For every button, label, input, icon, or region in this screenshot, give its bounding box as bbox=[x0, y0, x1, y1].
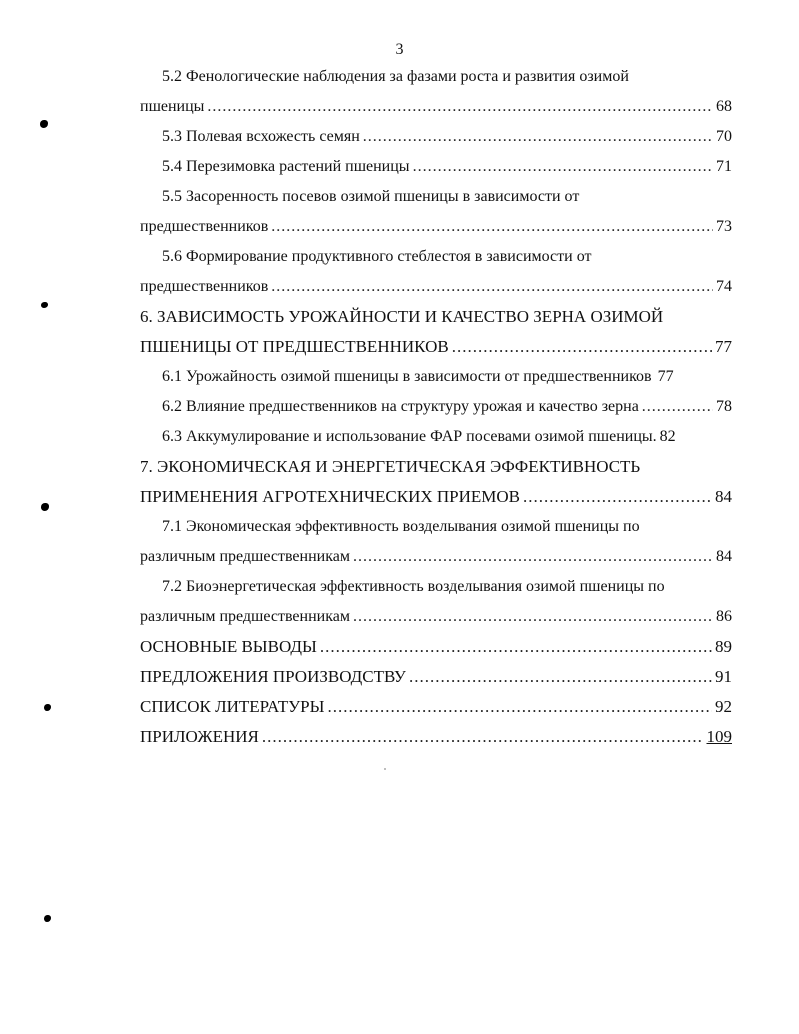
toc-entry bbox=[140, 362, 732, 392]
dot-leader bbox=[271, 212, 713, 242]
toc-entry-title: ПРЕДЛОЖЕНИЯ ПРОИЗВОДСТВУ bbox=[140, 667, 406, 686]
toc-entry-title: ПШЕНИЦЫ ОТ ПРЕДШЕСТВЕННИКОВ bbox=[140, 337, 449, 356]
dot-leader bbox=[523, 482, 712, 512]
toc-entry bbox=[140, 122, 732, 152]
toc-entry-title: предшественников bbox=[140, 218, 269, 235]
toc-section-entry bbox=[140, 662, 732, 692]
scan-speck bbox=[40, 120, 48, 128]
toc-section-entry bbox=[140, 722, 732, 752]
toc-entry bbox=[140, 542, 732, 572]
dot-leader bbox=[353, 542, 713, 572]
toc-entry-title: ПРИМЕНЕНИЯ АГРОТЕХНИЧЕСКИХ ПРИЕМОВ bbox=[140, 487, 520, 506]
dot-leader bbox=[320, 632, 712, 662]
dot-leader bbox=[327, 692, 712, 722]
toc-page-number: 82 bbox=[659, 428, 676, 445]
toc-entry-title: ПРИЛОЖЕНИЯ bbox=[140, 727, 259, 746]
toc-chapter-entry bbox=[140, 482, 732, 512]
scan-speck bbox=[44, 915, 51, 922]
toc-entry bbox=[140, 422, 732, 452]
page-number: 3 bbox=[395, 41, 404, 58]
toc-entry bbox=[140, 392, 732, 422]
toc-entry-title: 5.4 Перезимовка растений пшеницы bbox=[162, 158, 410, 175]
toc-page-number: 77 bbox=[657, 368, 674, 385]
toc-entry bbox=[140, 272, 732, 302]
toc-page-number: 73 bbox=[716, 218, 732, 235]
dot-leader bbox=[262, 722, 704, 752]
toc-page-number: 89 bbox=[715, 637, 732, 656]
toc-entry-title: 6.3 Аккумулирование и использование ФАР посевами озимой пшеницы. bbox=[162, 428, 657, 445]
toc-chapter-title-line: 7. ЭКОНОМИЧЕСКАЯ И ЭНЕРГЕТИЧЕСКАЯ ЭФФЕКТИВНОСТЬ bbox=[140, 457, 641, 476]
toc-entry bbox=[140, 602, 732, 632]
toc-entry-title: СПИСОК ЛИТЕРАТУРЫ bbox=[140, 697, 325, 716]
toc-entry-title-line: 7.1 Экономическая эффективность возделывания озимой пшеницы по bbox=[162, 518, 640, 535]
toc-section-entry bbox=[140, 632, 732, 662]
toc-entry bbox=[140, 152, 732, 182]
dot-leader bbox=[409, 662, 712, 692]
toc-chapter-title-line: 6. ЗАВИСИМОСТЬ УРОЖАЙНОСТИ И КАЧЕСТВО ЗЕРНА ОЗИМОЙ bbox=[140, 307, 664, 326]
toc-page-number: 71 bbox=[716, 158, 732, 175]
dot-leader bbox=[413, 152, 713, 182]
toc-entry-title: ОСНОВНЫЕ ВЫВОДЫ bbox=[140, 637, 317, 656]
toc-page-number: 68 bbox=[716, 98, 732, 115]
scan-speck bbox=[41, 302, 48, 308]
toc-entry-title-line: 5.6 Формирование продуктивного стеблестоя в зависимости от bbox=[162, 248, 592, 265]
scan-speck bbox=[384, 768, 386, 770]
toc-entry-title-line: 5.5 Засоренность посевов озимой пшеницы в зависимости от bbox=[162, 188, 580, 205]
dot-leader bbox=[353, 602, 713, 632]
toc-page-number: 84 bbox=[715, 487, 732, 506]
dot-leader bbox=[363, 122, 713, 152]
toc-page-number: 109 bbox=[706, 727, 732, 746]
scan-speck bbox=[44, 704, 51, 711]
toc-entry-title: различным предшественникам bbox=[140, 608, 350, 625]
toc-page-number: 86 bbox=[716, 608, 732, 625]
toc-entry-title: 6.2 Влияние предшественников на структуру урожая и качество зерна bbox=[162, 398, 639, 415]
scan-speck bbox=[41, 503, 49, 511]
dot-leader bbox=[207, 92, 713, 122]
table-of-contents bbox=[140, 62, 732, 752]
toc-entry-title-line: 7.2 Биоэнергетическая эффективность возделывания озимой пшеницы по bbox=[162, 578, 665, 595]
toc-entry-title: пшеницы bbox=[140, 98, 205, 115]
dot-leader bbox=[642, 392, 713, 422]
toc-entry-title: 6.1 Урожайность озимой пшеницы в зависимости от предшественников bbox=[162, 368, 652, 385]
toc-page-number: 74 bbox=[716, 278, 732, 295]
toc-entry bbox=[140, 212, 732, 242]
toc-entry-title: предшественников bbox=[140, 278, 269, 295]
toc-entry-title-line: 5.2 Фенологические наблюдения за фазами роста и развития озимой bbox=[162, 68, 629, 85]
toc-page-number: 78 bbox=[716, 398, 732, 415]
toc-page-number: 70 bbox=[716, 128, 732, 145]
toc-page-number: 92 bbox=[715, 697, 732, 716]
toc-entry bbox=[140, 92, 732, 122]
toc-page-number: 77 bbox=[715, 337, 732, 356]
toc-entry-title: 5.3 Полевая всхожесть семян bbox=[162, 128, 360, 145]
toc-entry-title: различным предшественникам bbox=[140, 548, 350, 565]
toc-page-number: 84 bbox=[716, 548, 732, 565]
toc-chapter-entry bbox=[140, 332, 732, 362]
dot-leader bbox=[452, 332, 712, 362]
toc-page-number: 91 bbox=[715, 667, 732, 686]
toc-section-entry bbox=[140, 692, 732, 722]
dot-leader bbox=[271, 272, 713, 302]
